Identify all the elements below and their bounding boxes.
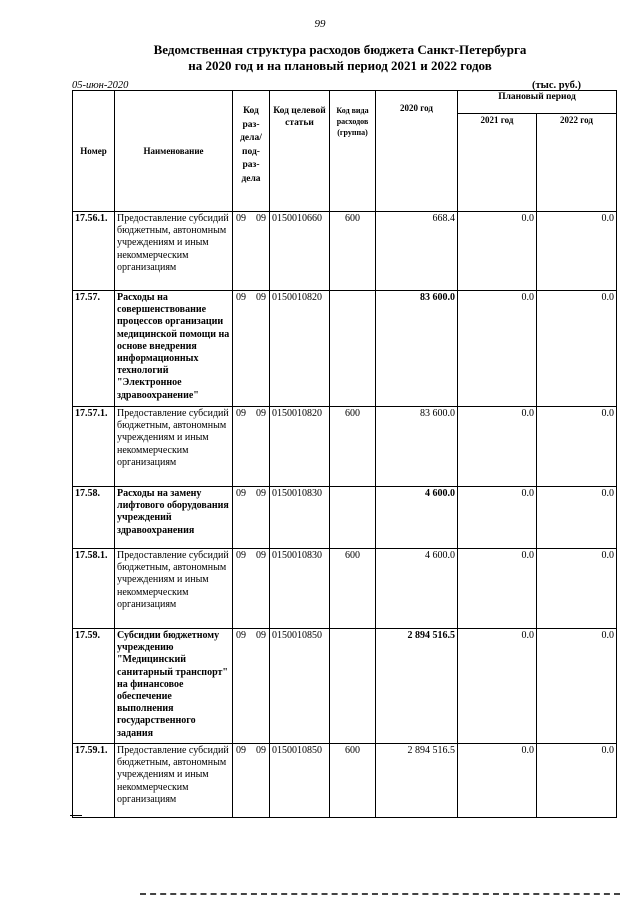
title-line-1: Ведомственная структура расходов бюджета Санкт-Петербурга xyxy=(153,42,527,57)
table-row xyxy=(73,629,617,744)
row-2021: 0.0 xyxy=(458,744,537,818)
razdel-pair xyxy=(235,745,267,757)
row-2021: 0.0 xyxy=(458,549,537,629)
row-vid: 600 xyxy=(330,407,376,487)
podrazdel-code: 09 xyxy=(256,488,266,499)
table-row xyxy=(73,212,617,291)
row-razdel xyxy=(233,549,270,629)
razdel-pair xyxy=(235,408,267,420)
header-2022: 2022 год xyxy=(537,113,617,211)
row-2022: 0.0 xyxy=(537,744,617,818)
header-2021: 2021 год xyxy=(458,113,537,211)
header-planned: Плановый период xyxy=(458,91,617,114)
razdel-code: 09 xyxy=(236,292,246,303)
podrazdel-code: 09 xyxy=(256,292,266,303)
razdel-code: 09 xyxy=(236,550,246,561)
row-razdel xyxy=(233,744,270,818)
row-name: Предоставление субсидий бюджетным, автономным учреждениям и иным некоммерческим организациям xyxy=(115,212,233,291)
row-name: Предоставление субсидий бюджетным, автономным учреждениям и иным некоммерческим организациям xyxy=(115,744,233,818)
row-number: 17.58. xyxy=(73,487,115,549)
row-2021: 0.0 xyxy=(458,487,537,549)
razdel-code: 09 xyxy=(236,408,246,419)
header-vid: Код вида расходов (группа) xyxy=(330,91,376,212)
row-number: 17.59. xyxy=(73,629,115,744)
row-name: Предоставление субсидий бюджетным, автономным учреждениям и иным некоммерческим организациям xyxy=(115,407,233,487)
row-number: 17.57. xyxy=(73,291,115,407)
page-number: 99 xyxy=(314,18,326,30)
row-razdel xyxy=(233,212,270,291)
row-2020: 83 600.0 xyxy=(376,291,458,407)
row-name: Предоставление субсидий бюджетным, автономным учреждениям и иным некоммерческим организациям xyxy=(115,549,233,629)
row-2022: 0.0 xyxy=(537,487,617,549)
row-2021: 0.0 xyxy=(458,407,537,487)
row-vid xyxy=(330,291,376,407)
razdel-pair xyxy=(235,292,267,304)
document-title xyxy=(80,42,600,74)
row-razdel xyxy=(233,407,270,487)
row-2021: 0.0 xyxy=(458,629,537,744)
row-vid: 600 xyxy=(330,212,376,291)
row-2021: 0.0 xyxy=(458,212,537,291)
row-vid xyxy=(330,629,376,744)
row-2022: 0.0 xyxy=(537,629,617,744)
row-2020: 2 894 516.5 xyxy=(376,629,458,744)
header-name: Наименование xyxy=(115,91,233,212)
razdel-code: 09 xyxy=(236,488,246,499)
table-row xyxy=(73,549,617,629)
table-row xyxy=(73,291,617,407)
row-2022: 0.0 xyxy=(537,291,617,407)
header-number: Номер xyxy=(73,91,115,212)
row-2022: 0.0 xyxy=(537,549,617,629)
podrazdel-code: 09 xyxy=(256,550,266,561)
title-line-2: на 2020 год и на плановый период 2021 и 2022 годов xyxy=(188,58,492,73)
table-row xyxy=(73,744,617,818)
razdel-pair xyxy=(235,550,267,562)
row-razdel xyxy=(233,629,270,744)
row-razdel xyxy=(233,291,270,407)
header-statya: Код целевой статьи xyxy=(270,91,330,212)
row-number: 17.58.1. xyxy=(73,549,115,629)
row-2020: 668.4 xyxy=(376,212,458,291)
row-name: Расходы на совершенствование процессов организации медицинской помощи на основе внедрения информационных технологий "Электронное здравоохранение" xyxy=(115,291,233,407)
units-label: (тыс. руб.) xyxy=(532,80,581,91)
row-statya: 0150010850 xyxy=(270,629,330,744)
row-statya: 0150010830 xyxy=(270,487,330,549)
row-statya: 0150010660 xyxy=(270,212,330,291)
razdel-pair xyxy=(235,488,267,500)
row-name: Субсидии бюджетному учреждению "Медицинский санитарный транспорт" на финансовое обеспечение выполнения государственного задания xyxy=(115,629,233,744)
row-2020: 4 600.0 xyxy=(376,549,458,629)
row-2020: 2 894 516.5 xyxy=(376,744,458,818)
podrazdel-code: 09 xyxy=(256,213,266,224)
budget-table xyxy=(72,90,617,818)
row-2020: 83 600.0 xyxy=(376,407,458,487)
row-razdel xyxy=(233,487,270,549)
row-number: 17.59.1. xyxy=(73,744,115,818)
row-number: 17.56.1. xyxy=(73,212,115,291)
table-row xyxy=(73,407,617,487)
razdel-pair xyxy=(235,630,267,642)
podrazdel-code: 09 xyxy=(256,630,266,641)
row-2022: 0.0 xyxy=(537,407,617,487)
header-2020: 2020 год xyxy=(376,91,458,212)
table-body xyxy=(73,212,617,818)
header-razdel: Код раз-дела/ под-раз-дела xyxy=(233,91,270,212)
razdel-code: 09 xyxy=(236,745,246,756)
row-statya: 0150010850 xyxy=(270,744,330,818)
row-2022: 0.0 xyxy=(537,212,617,291)
razdel-code: 09 xyxy=(236,213,246,224)
row-statya: 0150010820 xyxy=(270,291,330,407)
row-vid: 600 xyxy=(330,549,376,629)
podrazdel-code: 09 xyxy=(256,408,266,419)
row-vid: 600 xyxy=(330,744,376,818)
row-2020: 4 600.0 xyxy=(376,487,458,549)
row-statya: 0150010820 xyxy=(270,407,330,487)
row-name: Расходы на замену лифтового оборудования учреждений здравоохранения xyxy=(115,487,233,549)
row-statya: 0150010830 xyxy=(270,549,330,629)
razdel-code: 09 xyxy=(236,630,246,641)
table-row xyxy=(73,487,617,549)
row-number: 17.57.1. xyxy=(73,407,115,487)
razdel-pair xyxy=(235,213,267,225)
document-date: 05-июн-2020 xyxy=(72,80,129,91)
podrazdel-code: 09 xyxy=(256,745,266,756)
line-mark xyxy=(70,815,82,816)
row-vid xyxy=(330,487,376,549)
footer-dashes xyxy=(140,893,620,898)
row-2021: 0.0 xyxy=(458,291,537,407)
